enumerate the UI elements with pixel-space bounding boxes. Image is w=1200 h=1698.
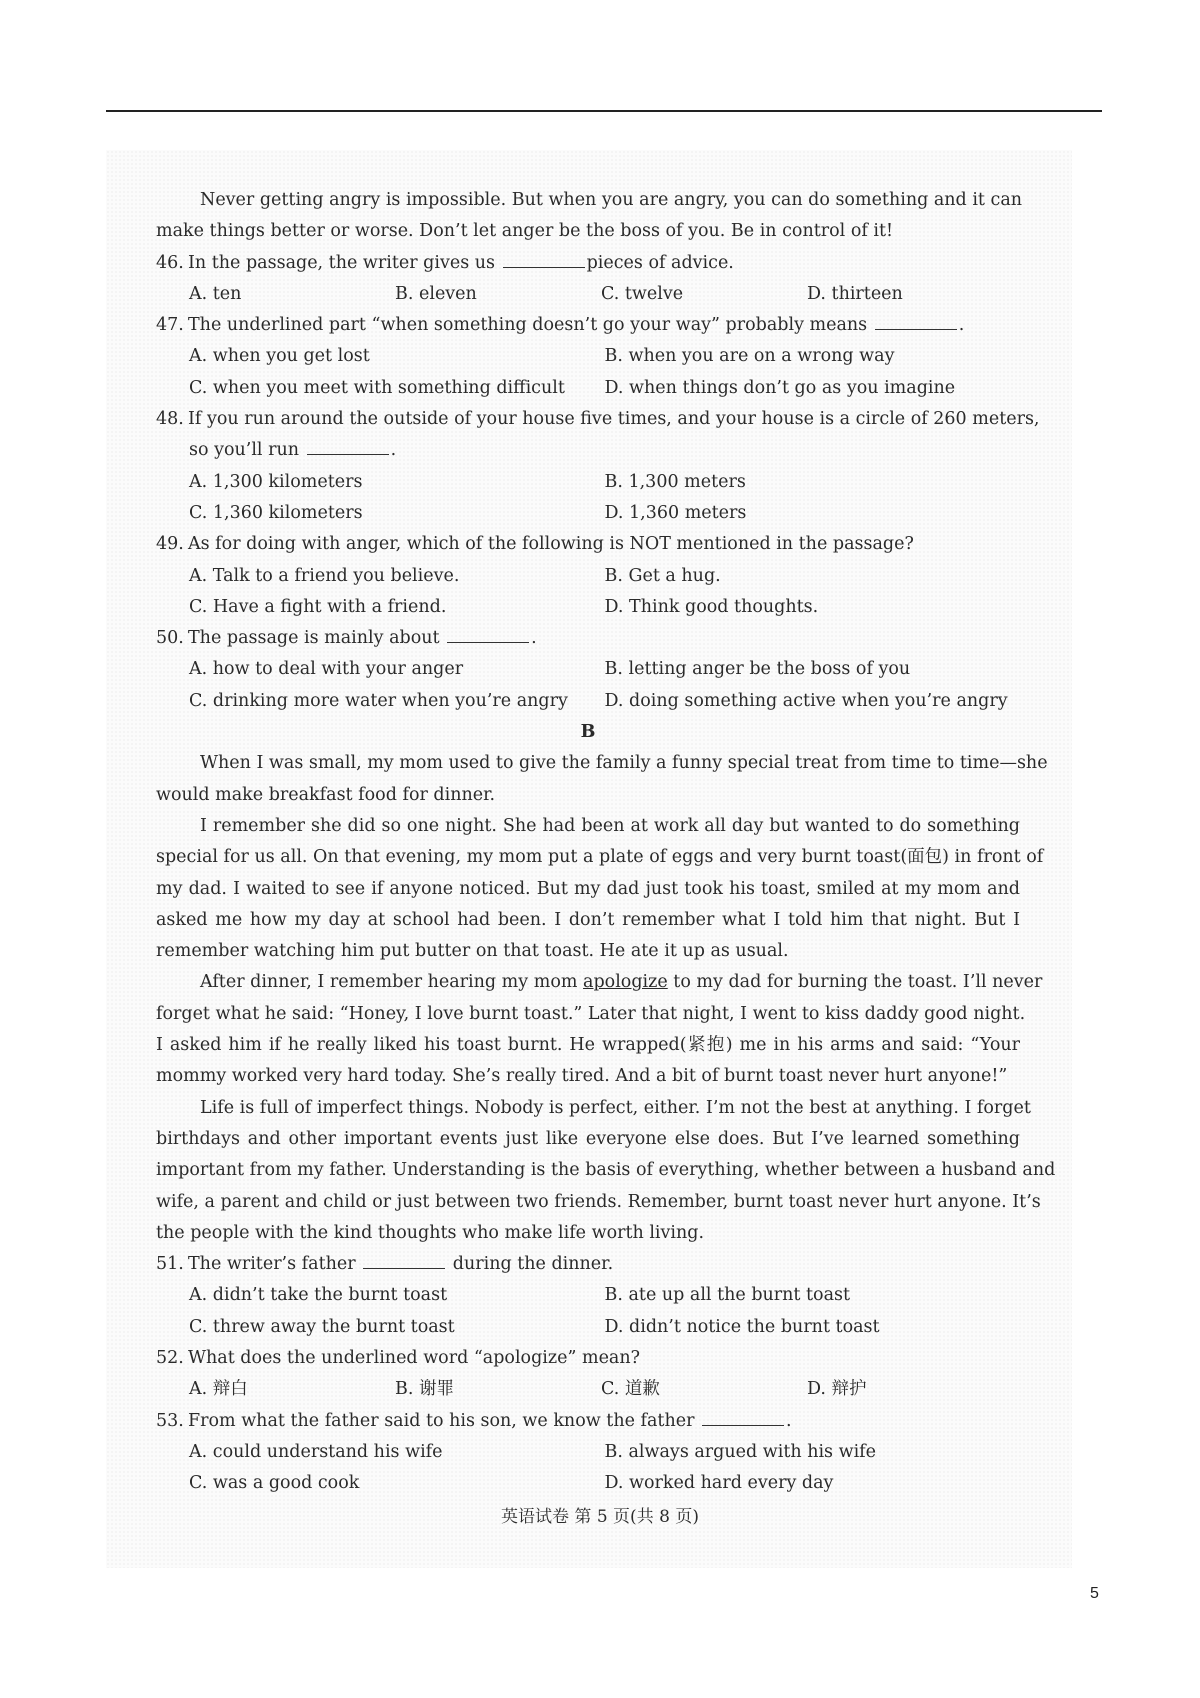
question-text: during the dinner. <box>452 1254 614 1275</box>
question-text: If you run around the outside of your house five times, and your house is a circle of 260 meters, <box>188 409 1040 430</box>
passage-text: to my dad for burning the toast. I’ll never <box>673 972 1043 993</box>
option: C. was a good cook <box>189 1473 360 1494</box>
options-53 <box>156 1468 1020 1499</box>
passage-a-line: make things better or worse. Don’t let anger be the boss of you. Be in control of it! <box>156 221 894 242</box>
question-text: What does the underlined word “apologize” mean? <box>188 1347 641 1368</box>
passage-b-line: remember watching him put butter on that toast. He ate it up as usual. <box>156 941 789 962</box>
option: A. didn’t take the burnt toast <box>189 1285 448 1306</box>
passage-b-line: forget what he said: “Honey, I love burnt toast.” Later that night, I went to kiss daddy good night. <box>156 1003 1026 1024</box>
option: C. drinking more water when you’re angry <box>189 690 568 711</box>
question-text: . <box>531 628 537 649</box>
option: A. 辩白 <box>189 1379 248 1400</box>
option: D. when things don’t go as you imagine <box>604 377 956 398</box>
answer-blank <box>503 250 585 268</box>
question-text: . <box>958 315 965 336</box>
option: A. ten <box>189 283 242 304</box>
question-text: From what the father said to his son, we know the father <box>188 1410 695 1431</box>
option: A. how to deal with your anger <box>189 659 464 680</box>
option: D. doing something active when you’re angry <box>604 690 1008 711</box>
option: B. always argued with his wife <box>604 1441 877 1462</box>
question-number: 51. <box>156 1254 184 1275</box>
passage-b-line: I remember she did so one night. She had been at work all day but wanted to do something <box>200 815 1020 836</box>
question-50 <box>156 623 1020 654</box>
question-49 <box>156 529 1020 560</box>
header-rule <box>106 110 1102 112</box>
options-49 <box>156 592 1020 623</box>
option: A. could understand his wife <box>189 1441 443 1462</box>
question-number: 47. <box>156 315 184 336</box>
question-text: pieces of advice. <box>586 252 734 273</box>
answer-blank <box>447 625 529 643</box>
question-number: 52. <box>156 1347 184 1368</box>
passage-b-line: special for us all. On that evening, my mom put a plate of eggs and very burnt toast(面包) in front of <box>156 847 1044 868</box>
answer-blank <box>363 1251 445 1269</box>
options-48 <box>156 467 1020 498</box>
question-text: The passage is mainly about <box>188 628 440 649</box>
options-49 <box>156 561 1020 592</box>
option: C. when you meet with something difficult <box>189 377 565 398</box>
question-48 <box>156 404 1040 435</box>
question-text: . <box>390 440 397 461</box>
answer-blank <box>307 437 389 455</box>
question-text: As for doing with anger, which of the following is NOT mentioned in the passage? <box>188 534 914 555</box>
exam-content <box>156 185 1056 1499</box>
option: A. Talk to a friend you believe. <box>189 565 460 586</box>
option: B. 1,300 meters <box>604 471 746 492</box>
question-46 <box>156 248 1020 279</box>
options-47 <box>156 341 1020 372</box>
option: B. when you are on a wrong way <box>604 346 895 367</box>
section-heading: B <box>580 722 596 743</box>
option: C. 道歉 <box>601 1379 660 1400</box>
passage-b-line: asked me how my day at school had been. I don’t remember what I told him that night. But I <box>156 909 1020 930</box>
question-text: In the passage, the writer gives us <box>188 252 496 273</box>
passage-a-line: Never getting angry is impossible. But when you are angry, you can do something and it can <box>200 190 1023 210</box>
answer-blank <box>875 312 957 330</box>
passage-b-line: Life is full of imperfect things. Nobody is perfect, either. I’m not the best at anything. I forget <box>200 1097 1031 1118</box>
passage-b-line: When I was small, my mom used to give the family a funny special treat from time to time—she <box>200 753 1048 774</box>
option: A. 1,300 kilometers <box>189 471 363 492</box>
option: C. 1,360 kilometers <box>189 502 363 523</box>
question-text: . <box>786 1410 792 1431</box>
question-number: 49. <box>156 534 184 555</box>
option: B. Get a hug. <box>604 565 721 586</box>
option: B. 谢罪 <box>395 1379 454 1400</box>
option: C. threw away the burnt toast <box>189 1316 455 1337</box>
exam-footer: 英语试卷 第 5 页(共 8 页) <box>501 1507 699 1527</box>
options-51 <box>156 1280 1020 1311</box>
question-text: The underlined part “when something doesn’t go your way” probably means <box>188 315 868 336</box>
passage-b-line <box>156 967 1043 998</box>
option: C. twelve <box>601 283 684 304</box>
option: D. thirteen <box>807 283 903 304</box>
question-53 <box>156 1406 1020 1437</box>
page-number: 5 <box>1090 1585 1099 1602</box>
options-52 <box>156 1374 1020 1405</box>
option: B. letting anger be the boss of you <box>604 659 911 680</box>
options-47 <box>156 373 1020 404</box>
question-number: 46. <box>156 252 184 273</box>
option: A. when you get lost <box>189 346 370 367</box>
option: D. Think good thoughts. <box>604 596 819 617</box>
passage-b-line: birthdays and other important events just like everyone else does. But I’ve learned something <box>156 1128 1020 1149</box>
passage-b-line: wife, a parent and child or just between two friends. Remember, burnt toast never hurt anyone. It’s <box>156 1191 1041 1212</box>
options-46 <box>156 279 1020 310</box>
options-48 <box>156 498 1020 529</box>
answer-blank <box>702 1408 784 1426</box>
options-50 <box>156 686 1020 717</box>
passage-b-line: would make breakfast food for dinner. <box>156 784 496 805</box>
options-50 <box>156 654 1020 685</box>
option: D. worked hard every day <box>604 1473 834 1494</box>
question-number: 48. <box>156 409 184 430</box>
options-51 <box>156 1312 1020 1343</box>
passage-b-line: I asked him if he really liked his toast burnt. He wrapped(紧抱) me in his arms and said: “Your <box>156 1035 1020 1056</box>
option: C. Have a fight with a friend. <box>189 596 447 617</box>
option: D. didn’t notice the burnt toast <box>604 1316 880 1337</box>
question-text: so you’ll run <box>189 440 299 461</box>
option: B. ate up all the burnt toast <box>604 1285 851 1306</box>
options-53 <box>156 1437 1020 1468</box>
question-51 <box>156 1249 1020 1280</box>
passage-b-line: the people with the kind thoughts who make life worth living. <box>156 1222 705 1243</box>
question-52 <box>156 1343 1020 1374</box>
question-48-cont <box>156 435 1020 466</box>
passage-b-line: my dad. I waited to see if anyone noticed. But my dad just took his toast, smiled at my mom and <box>156 878 1020 899</box>
underlined-word: apologize <box>583 972 668 993</box>
question-text: The writer’s father <box>188 1254 356 1275</box>
question-number: 50. <box>156 628 184 649</box>
option: D. 辩护 <box>807 1379 867 1400</box>
question-47 <box>156 310 1020 341</box>
option: D. 1,360 meters <box>604 502 747 523</box>
passage-text: After dinner, I remember hearing my mom <box>200 972 578 993</box>
option: B. eleven <box>395 283 477 304</box>
passage-b-line: important from my father. Understanding is the basis of everything, whether between a husband and <box>156 1160 1056 1181</box>
question-number: 53. <box>156 1410 184 1431</box>
passage-b-line: mommy worked very hard today. She’s really tired. And a bit of burnt toast never hurt anyone!” <box>156 1066 1008 1087</box>
